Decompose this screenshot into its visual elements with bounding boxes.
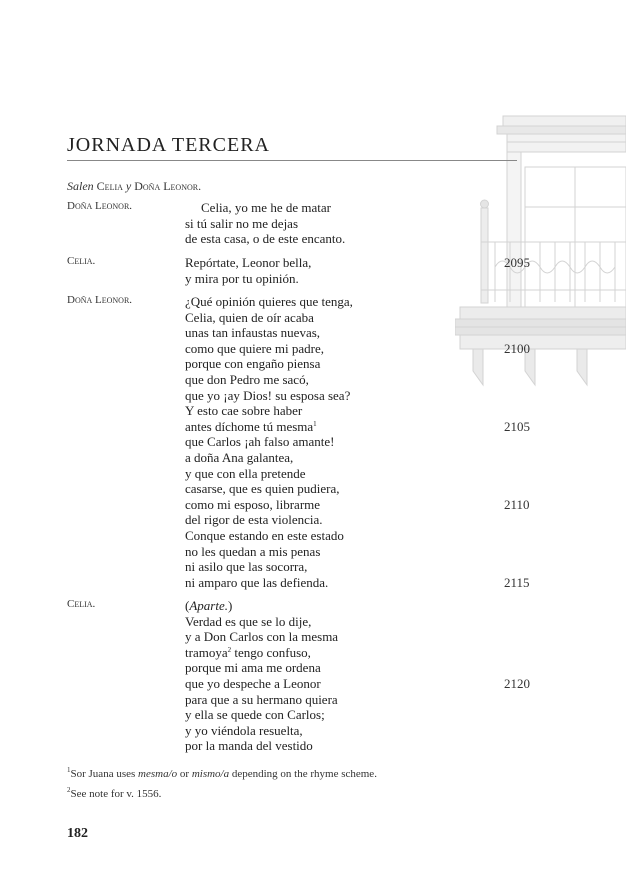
footnote-ref: 1	[313, 419, 317, 428]
line-number: 2115	[504, 575, 530, 590]
verse-line: como mi esposo, librarme	[185, 496, 321, 512]
verse-text: tengo confuso,	[234, 644, 311, 660]
verse-text: antes díchome tú mesma	[185, 418, 314, 434]
verse-line: y yo viéndola resuelta,	[185, 722, 303, 738]
stage-name-2: Doña Leonor.	[134, 179, 202, 193]
verse-line: que don Pedro me sacó,	[185, 371, 309, 387]
verse-line: que yo despeche a Leonor	[185, 675, 321, 691]
line-number: 2105	[504, 419, 530, 434]
footnote-text: depending on the rhyme scheme.	[229, 768, 377, 780]
verse-line: ni amparo que las defienda.	[185, 574, 329, 590]
verse-line: de esta casa, o de este encanto.	[185, 231, 346, 247]
verse-line: porque mi ama me ordena	[185, 660, 321, 676]
verse-line: que Carlos ¡ah falso amante!	[185, 434, 335, 450]
footnotes	[67, 768, 377, 808]
verse-line	[185, 419, 353, 435]
stage-name-1: Celia	[96, 179, 123, 193]
verse-line: para que a su hermano quiera	[185, 691, 338, 707]
footnote-ref: 2	[227, 645, 232, 654]
verse-line: Celia, quien de oír acaba	[185, 309, 314, 325]
verse-lines	[185, 294, 353, 590]
footnote-1	[67, 768, 377, 788]
verse-line: por la manda del vestido	[185, 738, 313, 754]
speaker-name: Celia.	[67, 255, 96, 267]
verse-line: Conque estando en este estado	[185, 527, 344, 543]
line-number: 2120	[504, 676, 530, 691]
stage-direction	[67, 179, 201, 194]
stage-verb: Salen	[67, 179, 94, 193]
footnote-term: mismo/a	[191, 768, 230, 780]
footnote-term: mesma/o	[138, 768, 178, 780]
verse-line: ¿Qué opinión quieres que tenga,	[185, 294, 353, 309]
footnote-mark: 2	[67, 786, 71, 794]
speaker-name: Doña Leonor.	[67, 294, 133, 306]
verse-line: que yo ¡ay Dios! su esposa sea?	[185, 387, 351, 403]
speaker-name: Doña Leonor.	[67, 200, 133, 212]
verse-line: si tú salir no me dejas	[185, 215, 299, 231]
verse-line: y mira por tu opinión.	[185, 270, 299, 286]
page-number: 182	[67, 826, 88, 841]
verse-line: del rigor de esta violencia.	[185, 512, 323, 528]
verse-line: unas tan infaustas nuevas,	[185, 325, 321, 341]
verse-line: y que con ella pretende	[185, 465, 306, 481]
act-title: JORNADA TERCERA	[67, 134, 270, 156]
verse-line: a doña Ana galantea,	[185, 449, 294, 465]
verse-line: Verdad es que se lo dije,	[185, 613, 312, 629]
verse-line: ni asilo que las socorra,	[185, 559, 308, 575]
footnote-2	[67, 788, 377, 808]
verse-line: porque con engaño piensa	[185, 356, 321, 372]
verse-line: y a Don Carlos con la mesma	[185, 629, 339, 645]
stage-conj: y	[125, 179, 132, 193]
verse-line: Repórtate, Leonor bella,	[185, 255, 312, 270]
aside-direction: (Aparte.)	[185, 598, 233, 613]
verse-line: como que quiere mi padre,	[185, 340, 324, 356]
verse-line: Y esto cae sobre haber	[185, 403, 303, 419]
verse-line: casarse, que es quien pudiera,	[185, 481, 340, 497]
footnote-text: or	[177, 768, 192, 780]
title-rule	[67, 160, 517, 161]
line-number: 2095	[504, 255, 530, 270]
line-number: 2100	[504, 341, 530, 356]
verse-lines	[185, 598, 338, 754]
aside-text: Aparte.	[189, 598, 228, 613]
footnote-text: See note for v. 1556.	[70, 788, 162, 800]
verse-line: y ella se quede con Carlos;	[185, 707, 325, 723]
speaker-name: Celia.	[67, 598, 96, 610]
verse-lines	[185, 255, 311, 286]
footnote-text: Sor Juana uses	[70, 768, 139, 780]
verse-line	[185, 645, 338, 661]
footnote-mark: 1	[67, 766, 71, 774]
verse-line: Celia, yo me he de matar	[201, 200, 331, 215]
verse-line: no les quedan a mis penas	[185, 543, 321, 559]
verse-lines	[185, 200, 345, 247]
line-number: 2110	[504, 497, 530, 512]
verse-text: tramoya	[185, 644, 228, 660]
